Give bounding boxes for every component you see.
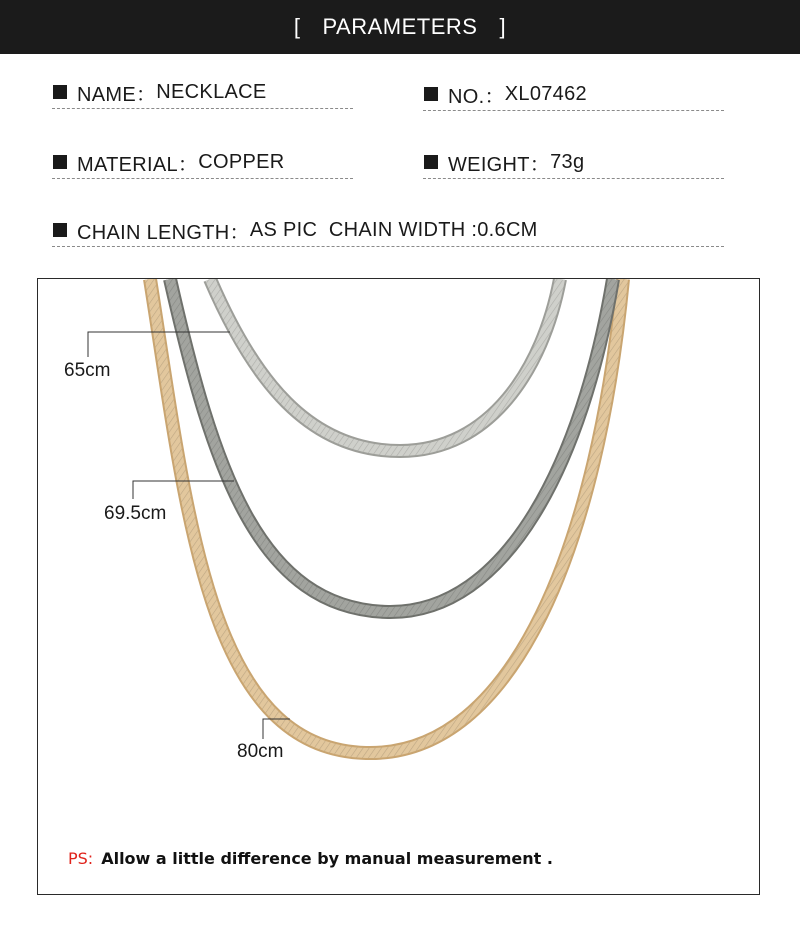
measurement-note [68, 849, 553, 868]
param-name [52, 76, 353, 109]
param-material-value: COPPER [198, 150, 285, 173]
param-weight [423, 146, 724, 179]
silver-chain [210, 279, 560, 451]
param-number [423, 78, 724, 111]
param-material-label: MATERIAL： [77, 153, 199, 176]
param-name-label: NAME： [77, 83, 157, 106]
param-name-value: NECKLACE [156, 80, 267, 103]
bullet-square-icon [424, 87, 438, 101]
length-label-69: 69.5cm [104, 503, 167, 524]
bullet-square-icon [53, 85, 67, 99]
param-material [52, 146, 353, 179]
param-chain-value: AS PIC CHAIN WIDTH :0.6CM [249, 218, 538, 241]
bullet-square-icon [424, 155, 438, 169]
bracket-close: ] [499, 14, 507, 39]
header-title: PARAMETERS [322, 14, 478, 39]
param-weight-value: 73g [550, 150, 585, 173]
gold-chain [150, 279, 623, 753]
param-number-label: NO.： [448, 85, 505, 108]
length-label-80: 80cm [237, 741, 284, 762]
ps-tag: PS: [68, 849, 94, 868]
necklace-photo [37, 278, 760, 895]
bracket-open: [ [293, 14, 301, 39]
bullet-square-icon [53, 155, 67, 169]
bullet-square-icon [53, 223, 67, 237]
parameters-header [0, 0, 800, 54]
param-number-value: XL07462 [504, 82, 587, 105]
param-weight-label: WEIGHT： [448, 153, 551, 176]
param-chain-label: CHAIN LENGTH： [77, 221, 250, 244]
param-chain [52, 214, 724, 247]
ps-text: Allow a little difference by manual measurement . [101, 849, 553, 868]
length-label-65: 65cm [64, 360, 111, 381]
necklace-illustration [38, 279, 760, 895]
